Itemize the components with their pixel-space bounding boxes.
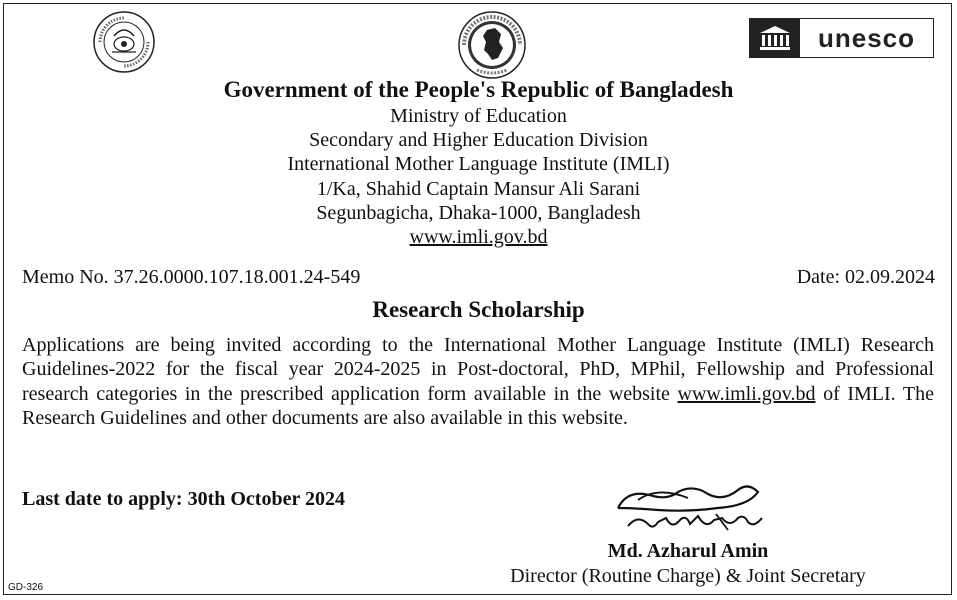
application-deadline: Last date to apply: 30th October 2024 [22, 488, 345, 510]
government-name: Government of the People's Republic of Bangladesh [223, 77, 734, 102]
memo-number: Memo No. 37.26.0000.107.18.001.24-549 [22, 266, 361, 288]
division-name: Secondary and Higher Education Division [309, 129, 648, 152]
address-line-1: 1/Ka, Shahid Captain Mansur Ali Sarani [316, 177, 641, 200]
body-text-end: of IMLI. The Research Guidelines and other documents are also available in this website. [22, 382, 935, 430]
handwritten-signature-icon [598, 478, 798, 538]
body-website-link[interactable]: www.imli.gov.bd [677, 382, 816, 405]
memo-date: Date: 02.09.2024 [796, 266, 935, 288]
issuer-header [0, 76, 957, 249]
notice-title: Research Scholarship [372, 297, 585, 322]
address-line-2: Segunbagicha, Dhaka-1000, Bangladesh [316, 201, 641, 224]
unesco-temple-icon [750, 19, 800, 57]
signer-name: Md. Azharul Amin [607, 540, 769, 562]
unesco-logo [749, 18, 934, 58]
bangladesh-government-seal-icon [457, 10, 527, 80]
imli-seal-icon [92, 10, 156, 74]
ministry-name: Ministry of Education [390, 105, 567, 127]
institute-name: International Mother Language Institute (IMLI) [287, 153, 670, 176]
signer-designation: Director (Routine Charge) & Joint Secretary [510, 565, 866, 587]
unesco-wordmark: unesco [817, 22, 916, 53]
ad-code: GD-326 [8, 582, 44, 593]
body-text-start: Applications are being invited according to the International Mother Language Institute (IMLI) Research Guidelines-2022 for the fiscal year 2024-2025 in Post-doctoral, PhD, MPhil, Fellowship and Professional research categories in the prescribed application form available in the website [22, 334, 934, 405]
header-website-link[interactable]: www.imli.gov.bd [409, 226, 548, 249]
notice-body [22, 333, 934, 431]
